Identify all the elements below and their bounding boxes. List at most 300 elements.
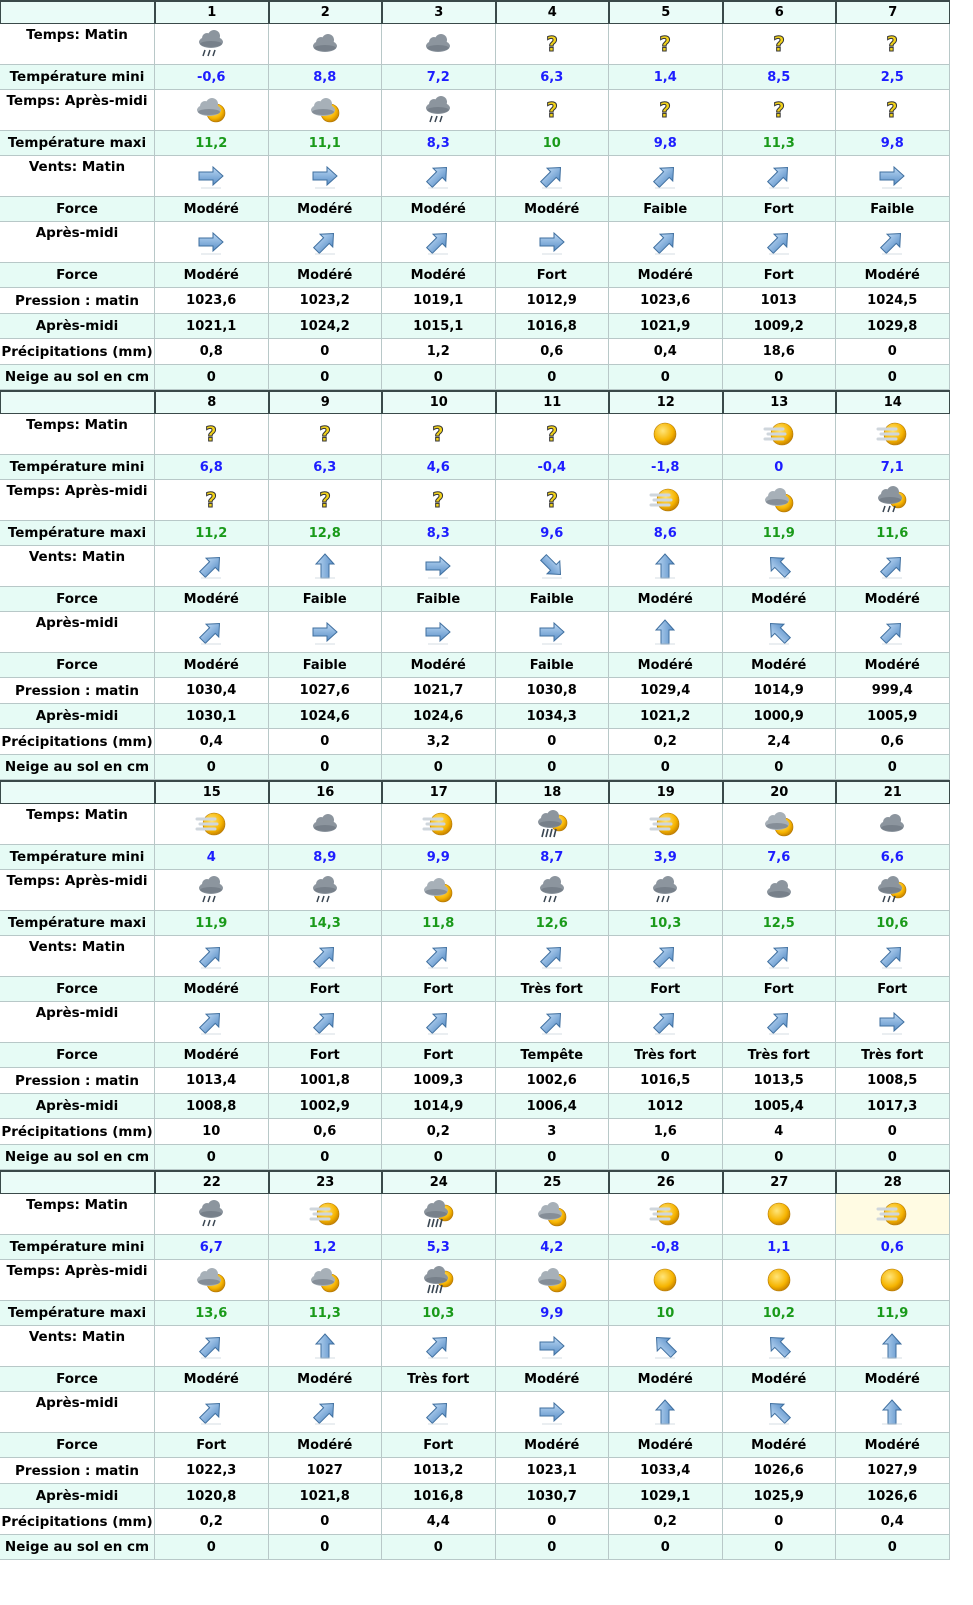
value-neige: 0 (609, 755, 723, 780)
arrow-east-icon (876, 1006, 908, 1038)
day-number: 1 (155, 0, 269, 24)
value-pression-matin: 1023,2 (269, 288, 383, 314)
value-force-matin: Fort (609, 977, 723, 1002)
value-pression-matin: 1029,4 (609, 678, 723, 704)
arrow-northeast-icon (422, 1396, 454, 1428)
wind-cell (723, 1326, 837, 1367)
arrow-east-icon (536, 1330, 568, 1362)
weather-cell (155, 414, 269, 455)
value-force-apm: Modéré (496, 1433, 610, 1458)
row-label-temp-mini: Température mini (0, 845, 155, 870)
arrow-northeast-icon (422, 940, 454, 972)
weather-cell (155, 870, 269, 911)
value-pression-apm: 1025,9 (723, 1484, 837, 1509)
week-header-spacer (0, 390, 155, 414)
value-precip: 0 (269, 339, 383, 365)
weather-cell (496, 24, 610, 65)
value-pression-apm: 1024,6 (382, 704, 496, 729)
weather-cell (496, 480, 610, 521)
value-force-matin: Fort (382, 977, 496, 1002)
value-temp-maxi: 14,3 (269, 911, 383, 936)
value-pression-matin: 1027 (269, 1458, 383, 1484)
cloud-sun-icon (763, 484, 795, 516)
cloud-rain-sun-icon (876, 874, 908, 906)
value-temp-mini: -0,6 (155, 65, 269, 90)
value-force-matin: Modéré (496, 197, 610, 222)
weather-cell (609, 1194, 723, 1235)
day-number: 15 (155, 780, 269, 804)
cloud-icon (876, 808, 908, 840)
weather-cell (609, 870, 723, 911)
cloud-icon (422, 28, 454, 60)
value-neige: 0 (496, 1535, 610, 1560)
wind-cell (496, 546, 610, 587)
sun-haze-icon (876, 418, 908, 450)
svg-text:?: ? (432, 422, 445, 446)
row-label-force-apm: Force (0, 1433, 155, 1458)
day-number: 11 (496, 390, 610, 414)
row-label-pression-apm: Après-midi (0, 704, 155, 729)
wind-cell (382, 1392, 496, 1433)
weather-cell (496, 1260, 610, 1301)
value-force-apm: Fort (269, 1043, 383, 1068)
weather-cell (269, 1194, 383, 1235)
value-temp-mini: 1,1 (723, 1235, 837, 1260)
value-force-apm: Modéré (723, 653, 837, 678)
value-precip: 0 (496, 1509, 610, 1535)
value-pression-apm: 1012 (609, 1094, 723, 1119)
row-label-precip: Précipitations (mm) (0, 1509, 155, 1535)
value-force-apm: Tempête (496, 1043, 610, 1068)
value-pression-matin: 1016,5 (609, 1068, 723, 1094)
wind-cell (723, 222, 837, 263)
value-temp-maxi: 9,8 (609, 131, 723, 156)
row-label-temps-matin: Temps: Matin (0, 414, 155, 455)
value-force-apm: Faible (496, 653, 610, 678)
cloud-sun-icon (536, 1264, 568, 1296)
value-pression-apm: 1005,4 (723, 1094, 837, 1119)
day-number: 6 (723, 0, 837, 24)
value-force-matin: Modéré (155, 1367, 269, 1392)
wind-cell (155, 1326, 269, 1367)
arrow-north-icon (649, 550, 681, 582)
arrow-northeast-icon (195, 616, 227, 648)
row-label-vents-apm: Après-midi (0, 1392, 155, 1433)
sun-haze-icon (649, 484, 681, 516)
value-force-matin: Modéré (496, 1367, 610, 1392)
sun-haze-icon (309, 1198, 341, 1230)
wind-cell (836, 936, 950, 977)
row-label-neige: Neige au sol en cm (0, 1145, 155, 1170)
wind-cell (382, 156, 496, 197)
value-precip: 0,4 (836, 1509, 950, 1535)
weather-cell (609, 24, 723, 65)
arrow-east-icon (536, 1396, 568, 1428)
value-force-matin: Faible (836, 197, 950, 222)
day-number: 28 (836, 1170, 950, 1194)
arrow-northeast-icon (309, 1006, 341, 1038)
arrow-northeast-icon (876, 616, 908, 648)
weather-cell (269, 1260, 383, 1301)
value-precip: 0,6 (836, 729, 950, 755)
row-label-vents-apm: Après-midi (0, 222, 155, 263)
arrow-north-icon (876, 1330, 908, 1362)
arrow-northeast-icon (649, 226, 681, 258)
day-number: 21 (836, 780, 950, 804)
value-precip: 0,8 (155, 339, 269, 365)
value-precip: 0,6 (496, 339, 610, 365)
cloud-icon (309, 28, 341, 60)
weather-cell (382, 414, 496, 455)
cloud-rain-icon (422, 94, 454, 126)
arrow-east-icon (422, 616, 454, 648)
arrow-northeast-icon (536, 160, 568, 192)
value-neige: 0 (836, 1145, 950, 1170)
cloud-sun-icon (309, 1264, 341, 1296)
wind-cell (609, 936, 723, 977)
value-force-matin: Modéré (269, 1367, 383, 1392)
value-force-matin: Modéré (155, 977, 269, 1002)
value-precip: 0 (836, 1119, 950, 1145)
cloud-rain-icon (195, 28, 227, 60)
row-label-force-matin: Force (0, 1367, 155, 1392)
day-number: 12 (609, 390, 723, 414)
unknown-icon (195, 418, 227, 450)
row-label-force-matin: Force (0, 197, 155, 222)
arrow-northeast-icon (309, 1396, 341, 1428)
value-force-matin: Faible (609, 197, 723, 222)
svg-text:?: ? (659, 98, 672, 122)
weather-cell (609, 480, 723, 521)
value-force-matin: Modéré (836, 1367, 950, 1392)
sun-haze-icon (422, 808, 454, 840)
weather-cell (269, 414, 383, 455)
value-force-apm: Très fort (609, 1043, 723, 1068)
value-precip: 18,6 (723, 339, 837, 365)
arrow-north-icon (309, 550, 341, 582)
wind-cell (723, 156, 837, 197)
value-pression-matin: 1023,6 (609, 288, 723, 314)
week-header-spacer (0, 780, 155, 804)
value-pression-matin: 1002,6 (496, 1068, 610, 1094)
cloud-rain-icon (309, 874, 341, 906)
cloud-rain-icon (195, 874, 227, 906)
cloud-heavy-rain-sun-icon (422, 1198, 454, 1230)
unknown-icon (876, 94, 908, 126)
value-temp-mini: 6,3 (496, 65, 610, 90)
arrow-southeast-icon (536, 550, 568, 582)
value-temp-mini: -1,8 (609, 455, 723, 480)
wind-cell (269, 156, 383, 197)
value-pression-matin: 1023,6 (155, 288, 269, 314)
value-temp-maxi: 8,6 (609, 521, 723, 546)
wind-cell (155, 546, 269, 587)
wind-cell (836, 1002, 950, 1043)
value-pression-apm: 1021,1 (155, 314, 269, 339)
value-neige: 0 (382, 1535, 496, 1560)
value-pression-apm: 1006,4 (496, 1094, 610, 1119)
svg-text:?: ? (545, 422, 558, 446)
value-force-apm: Modéré (382, 653, 496, 678)
value-pression-matin: 1013 (723, 288, 837, 314)
value-temp-maxi: 9,9 (496, 1301, 610, 1326)
value-pression-matin: 1027,9 (836, 1458, 950, 1484)
value-force-matin: Faible (496, 587, 610, 612)
value-temp-maxi: 12,5 (723, 911, 837, 936)
wind-cell (496, 1326, 610, 1367)
value-temp-mini: 9,9 (382, 845, 496, 870)
wind-cell (723, 612, 837, 653)
arrow-northeast-icon (649, 160, 681, 192)
value-pression-matin: 1021,7 (382, 678, 496, 704)
value-temp-mini: 4,6 (382, 455, 496, 480)
value-force-matin: Faible (269, 587, 383, 612)
row-label-vents-apm: Après-midi (0, 612, 155, 653)
wind-cell (269, 1392, 383, 1433)
wind-cell (382, 222, 496, 263)
value-pression-apm: 1026,6 (836, 1484, 950, 1509)
day-number: 5 (609, 0, 723, 24)
arrow-northeast-icon (649, 940, 681, 972)
row-label-neige: Neige au sol en cm (0, 365, 155, 390)
value-temp-mini: 3,9 (609, 845, 723, 870)
svg-text:?: ? (886, 98, 899, 122)
value-force-matin: Très fort (382, 1367, 496, 1392)
weather-cell (836, 1194, 950, 1235)
row-label-temps-apm: Temps: Après-midi (0, 90, 155, 131)
wind-cell (382, 1326, 496, 1367)
value-pression-matin: 1033,4 (609, 1458, 723, 1484)
value-temp-maxi: 11,1 (269, 131, 383, 156)
value-pression-matin: 1027,6 (269, 678, 383, 704)
unknown-icon (536, 28, 568, 60)
value-temp-mini: 8,5 (723, 65, 837, 90)
sun-icon (649, 418, 681, 450)
value-force-matin: Fort (723, 977, 837, 1002)
day-number: 9 (269, 390, 383, 414)
unknown-icon (536, 418, 568, 450)
value-precip: 0,2 (155, 1509, 269, 1535)
weather-cell (382, 804, 496, 845)
week-header-spacer (0, 0, 155, 24)
value-temp-mini: 6,6 (836, 845, 950, 870)
row-label-neige: Neige au sol en cm (0, 755, 155, 780)
value-precip: 0 (269, 729, 383, 755)
weather-cell (496, 870, 610, 911)
value-temp-mini: 0,6 (836, 1235, 950, 1260)
value-temp-maxi: 8,3 (382, 131, 496, 156)
day-number: 20 (723, 780, 837, 804)
value-temp-maxi: 11,9 (155, 911, 269, 936)
unknown-icon (763, 28, 795, 60)
value-force-apm: Fort (496, 263, 610, 288)
unknown-icon (195, 484, 227, 516)
weather-cell (382, 1260, 496, 1301)
row-label-force-apm: Force (0, 653, 155, 678)
wind-cell (269, 222, 383, 263)
value-temp-maxi: 10,2 (723, 1301, 837, 1326)
arrow-east-icon (309, 160, 341, 192)
value-force-matin: Modéré (155, 197, 269, 222)
week-header-spacer (0, 1170, 155, 1194)
value-temp-maxi: 8,3 (382, 521, 496, 546)
svg-text:?: ? (205, 422, 218, 446)
arrow-northeast-icon (195, 550, 227, 582)
value-pression-apm: 1016,8 (382, 1484, 496, 1509)
row-label-temp-mini: Température mini (0, 455, 155, 480)
value-precip: 2,4 (723, 729, 837, 755)
weather-cell (723, 870, 837, 911)
unknown-icon (309, 484, 341, 516)
wind-cell (269, 612, 383, 653)
wind-cell (496, 222, 610, 263)
unknown-icon (876, 28, 908, 60)
sun-icon (763, 1264, 795, 1296)
arrow-north-icon (876, 1396, 908, 1428)
row-label-temp-mini: Température mini (0, 1235, 155, 1260)
value-temp-mini: 6,3 (269, 455, 383, 480)
cloud-sun-icon (195, 1264, 227, 1296)
value-pression-apm: 1030,7 (496, 1484, 610, 1509)
sun-haze-icon (195, 808, 227, 840)
weather-cell (836, 90, 950, 131)
value-force-matin: Modéré (382, 197, 496, 222)
wind-cell (723, 1392, 837, 1433)
arrow-northeast-icon (536, 1006, 568, 1038)
day-number: 24 (382, 1170, 496, 1194)
arrow-northeast-icon (422, 226, 454, 258)
cloud-icon (763, 874, 795, 906)
value-neige: 0 (269, 755, 383, 780)
weather-cell (609, 90, 723, 131)
svg-text:?: ? (432, 488, 445, 512)
value-precip: 0,2 (609, 1509, 723, 1535)
value-force-apm: Très fort (836, 1043, 950, 1068)
wind-cell (496, 1002, 610, 1043)
cloud-icon (309, 808, 341, 840)
value-pression-apm: 1009,2 (723, 314, 837, 339)
cloud-sun-icon (536, 1198, 568, 1230)
sun-haze-icon (649, 808, 681, 840)
row-label-precip: Précipitations (mm) (0, 339, 155, 365)
value-neige: 0 (609, 365, 723, 390)
value-force-matin: Modéré (609, 1367, 723, 1392)
value-precip: 0 (723, 1509, 837, 1535)
row-label-vents-matin: Vents: Matin (0, 156, 155, 197)
value-neige: 0 (269, 1145, 383, 1170)
arrow-northeast-icon (649, 1006, 681, 1038)
arrow-northeast-icon (195, 1330, 227, 1362)
row-label-force-apm: Force (0, 263, 155, 288)
value-precip: 4 (723, 1119, 837, 1145)
weather-cell (496, 1194, 610, 1235)
value-force-apm: Très fort (723, 1043, 837, 1068)
sun-haze-icon (763, 418, 795, 450)
value-precip: 10 (155, 1119, 269, 1145)
value-temp-mini: 8,7 (496, 845, 610, 870)
wind-cell (723, 1002, 837, 1043)
value-pression-apm: 1002,9 (269, 1094, 383, 1119)
day-number: 16 (269, 780, 383, 804)
value-pression-matin: 1030,8 (496, 678, 610, 704)
value-temp-maxi: 12,8 (269, 521, 383, 546)
value-temp-maxi: 13,6 (155, 1301, 269, 1326)
day-number: 4 (496, 0, 610, 24)
wind-cell (155, 936, 269, 977)
svg-text:?: ? (659, 32, 672, 56)
value-temp-maxi: 10 (496, 131, 610, 156)
value-force-matin: Fort (836, 977, 950, 1002)
arrow-north-icon (649, 616, 681, 648)
wind-cell (269, 1326, 383, 1367)
value-temp-mini: 5,3 (382, 1235, 496, 1260)
value-neige: 0 (836, 1535, 950, 1560)
day-number: 7 (836, 0, 950, 24)
weather-cell (609, 1260, 723, 1301)
value-precip: 0 (496, 729, 610, 755)
arrow-northeast-icon (195, 1396, 227, 1428)
value-precip: 3 (496, 1119, 610, 1145)
svg-text:?: ? (318, 422, 331, 446)
value-pression-matin: 999,4 (836, 678, 950, 704)
row-label-temps-matin: Temps: Matin (0, 24, 155, 65)
unknown-icon (422, 484, 454, 516)
row-label-force-matin: Force (0, 587, 155, 612)
weather-cell (836, 480, 950, 521)
arrow-northeast-icon (763, 226, 795, 258)
value-temp-maxi: 10 (609, 1301, 723, 1326)
weather-cell (609, 804, 723, 845)
value-force-apm: Modéré (269, 1433, 383, 1458)
row-label-vents-matin: Vents: Matin (0, 1326, 155, 1367)
arrow-north-icon (309, 1330, 341, 1362)
day-number: 10 (382, 390, 496, 414)
value-precip: 1,6 (609, 1119, 723, 1145)
value-precip: 0 (836, 339, 950, 365)
weather-cell (155, 24, 269, 65)
value-pression-apm: 1034,3 (496, 704, 610, 729)
row-label-temp-maxi: Température maxi (0, 131, 155, 156)
day-number: 22 (155, 1170, 269, 1194)
value-pression-matin: 1014,9 (723, 678, 837, 704)
row-label-temps-matin: Temps: Matin (0, 804, 155, 845)
row-label-neige: Neige au sol en cm (0, 1535, 155, 1560)
wind-cell (496, 936, 610, 977)
arrow-east-icon (195, 160, 227, 192)
value-neige: 0 (155, 365, 269, 390)
value-neige: 0 (723, 1535, 837, 1560)
value-pression-matin: 1022,3 (155, 1458, 269, 1484)
arrow-northeast-icon (763, 940, 795, 972)
day-number: 25 (496, 1170, 610, 1194)
svg-text:?: ? (545, 32, 558, 56)
value-pression-matin: 1019,1 (382, 288, 496, 314)
svg-text:?: ? (545, 98, 558, 122)
weather-cell (155, 804, 269, 845)
wind-cell (382, 936, 496, 977)
sun-icon (876, 1264, 908, 1296)
row-label-temps-apm: Temps: Après-midi (0, 1260, 155, 1301)
value-neige: 0 (723, 365, 837, 390)
value-force-apm: Modéré (269, 263, 383, 288)
value-neige: 0 (382, 1145, 496, 1170)
value-neige: 0 (269, 365, 383, 390)
value-temp-mini: 8,9 (269, 845, 383, 870)
value-temp-maxi: 11,9 (836, 1301, 950, 1326)
wind-cell (269, 1002, 383, 1043)
row-label-temp-maxi: Température maxi (0, 521, 155, 546)
weather-cell (155, 90, 269, 131)
